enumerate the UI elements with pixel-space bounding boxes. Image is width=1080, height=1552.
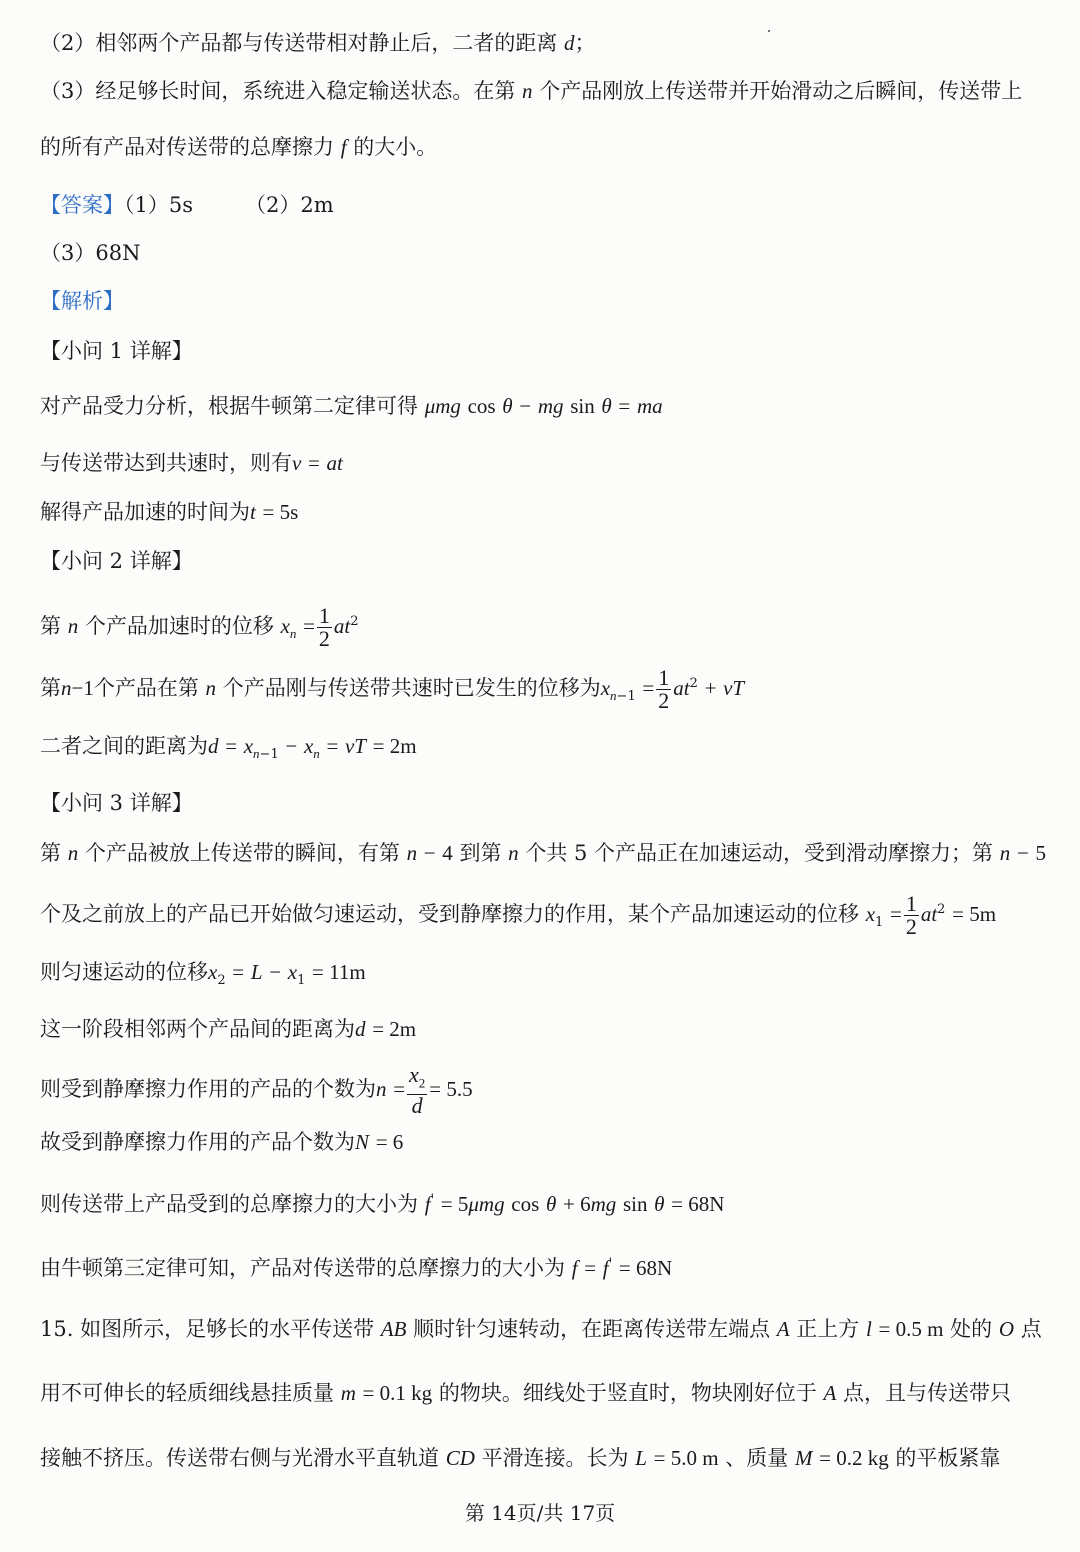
q2-text: （2）相邻两个产品都与传送带相对静止后，二者的距离 [40,31,558,55]
analysis-label-line [40,286,1050,316]
question-3-line-2: 的所有产品对传送带的总摩擦力 f 的大小。 [40,135,438,159]
s3-text-5: 则受到静摩擦力作用的产品的个数为 [40,1077,376,1102]
s1-text-3: 解得产品加速的时间为 [40,500,250,524]
question-2: （2）相邻两个产品都与传送带相对静止后，二者的距离 d； [40,31,596,55]
p15-text-3b: 平滑连接。长为 [481,1446,629,1470]
sub3-line-2: 个及之前放上的产品已开始做匀速运动，受到静摩擦力的作用，某个产品加速运动的位移 $x_1$ = $\frac{1}{2}$ $at^2 = 5m$ [40,891,997,939]
s1-text-2: 与传送带达到共速时，则有 [40,451,292,475]
s2-text-3: 二者之间的距离为 [40,734,208,758]
p15-text-2b: 的物块。细线处于竖直时，物块刚好位于 [438,1381,817,1405]
s3-text-7: 则传送带上产品受到的总摩擦力的大小为 [40,1192,418,1216]
sub3-line-7: 则传送带上产品受到的总摩擦力的大小为 f' = 5μmg cos θ + 6mg sin θ = 68N [40,1192,725,1216]
q3-text-b: 个产品刚放上传送带并开始滑动之后瞬间，传送带上 [539,79,1023,103]
sub2-title [40,546,1050,576]
answer-1: （1）5s [124,193,193,217]
q3-text-d: 的大小。 [353,135,438,159]
sub2-line-1: 第 n 个产品加速时的位移 $x_n$ = $\frac{1}{2}$ $at^2$ [40,603,359,651]
s2-text-2c: 个产品刚与传送带共速时已发生的位移为 [222,676,601,700]
question-3-line-1: （3）经足够长时间，系统进入稳定输送状态。在第 n 个产品刚放上传送带并开始滑动之后瞬间，传送带上 [40,79,1023,103]
sub3-line-4: 这一阶段相邻两个产品间的距离为d = 2m [40,1017,417,1041]
problem-15-line-2: 用不可伸长的轻质细线悬挂质量 m = 0.1 kg 的物块。细线处于竖直时，物块刚好位于 A 点，且与传送带只 [40,1381,1012,1405]
sub1-line-3: 解得产品加速的时间为t = 5s [40,500,299,524]
sub3-line-3: 则匀速运动的位移$x_2 = L - x_1 = 11m$ [40,960,366,989]
sub1-title [40,336,1050,366]
sub2-title-text: 【小问 2 详解】 [40,549,193,573]
q3-text-a: （3）经足够长时间，系统进入稳定输送状态。在第 [40,79,516,103]
q3-text-c: 的所有产品对传送带的总摩擦力 [40,135,334,159]
p15-text-3d: 的平板紧靠 [895,1446,1001,1470]
answer-line [40,190,1050,220]
sub2-line-3: 二者之间的距离为$d = x_{n-1} - x_n$ = vT = 2m [40,734,417,763]
problem-15-line-1: 15. 如图所示，足够长的水平传送带 AB 顺时针匀速转动，在距离传送带左端点 A 正上方 l = 0.5 m 处的 O 点 [40,1317,1042,1341]
answer-label: 【答案】 [40,193,124,217]
p15-text-3c: 、质量 [725,1446,789,1470]
s3-text-4: 这一阶段相邻两个产品间的距离为 [40,1017,355,1041]
sub3-line-8: 由牛顿第三定律可知，产品对传送带的总摩擦力的大小为 f = f' = 68N [40,1256,673,1280]
p15-text-2c: 点，且与传送带只 [843,1381,1012,1405]
sub3-title-text: 【小问 3 详解】 [40,791,193,815]
answer-3: （3）68N [40,241,141,265]
sub3-line-5: 则受到静摩擦力作用的产品的个数为n = $\frac{x_2}{d}$ = 5.5 [40,1062,473,1119]
p15-text-1a: 15. 如图所示，足够长的水平传送带 [40,1317,375,1341]
p15-text-1c: 正上方 [796,1317,860,1341]
p15-text-1d: 处的 [950,1317,993,1341]
s2-text-1a: 第 [40,614,61,638]
s1-text-1: 对产品受力分析，根据牛顿第二定律可得 [40,394,418,418]
sub3-title [40,788,1050,818]
page-footer: 第 14页/共 17页 [464,1501,616,1525]
sub1-title-text: 【小问 1 详解】 [40,339,193,363]
analysis-label: 【解析】 [40,289,124,313]
sub3-line-1: 第 n 个产品被放上传送带的瞬间，有第 n − 4 到第 n 个共 5 个产品正在加速运动，受到滑动摩擦力；第 n − 5 [40,841,1046,865]
p15-text-3a: 接触不挤压。传送带右侧与光滑水平直轨道 [40,1446,439,1470]
p15-text-2a: 用不可伸长的轻质细线悬挂质量 [40,1381,334,1405]
sub3-line-6: 故受到静摩擦力作用的产品个数为N = 6 [40,1130,404,1154]
s3-text-1c: 到第 [459,841,502,865]
p15-text-1b: 顺时针匀速转动，在距离传送带左端点 [413,1317,771,1341]
s3-text-1b: 个产品被放上传送带的瞬间，有第 [84,841,400,865]
s2-text-1b: 个产品加速时的位移 [84,614,274,638]
s3-text-8: 由牛顿第三定律可知，产品对传送带的总摩擦力的大小为 [40,1256,565,1280]
sub1-line-2: 与传送带达到共速时，则有v = at [40,451,343,475]
s2-text-2b: 个产品在第 [93,676,199,700]
answer-2: （2）2m [245,193,334,217]
answer-3-line [40,238,1050,268]
p15-text-1e: 点 [1020,1317,1042,1341]
sub1-line-1: 对产品受力分析，根据牛顿第二定律可得 μmg cos θ − mg sin θ = ma [40,394,663,418]
s3-text-3: 则匀速运动的位移 [40,960,208,984]
s3-text-1d: 个共 5 个产品正在加速运动，受到滑动摩擦力；第 [525,841,994,865]
s3-text-6: 故受到静摩擦力作用的产品个数为 [40,1130,355,1154]
problem-15-line-3: 接触不挤压。传送带右侧与光滑水平直轨道 CD 平滑连接。长为 L = 5.0 m 、质量 M = 0.2 kg 的平板紧靠 [40,1446,1001,1470]
s3-text-1a: 第 [40,841,61,865]
s3-text-2: 个及之前放上的产品已开始做匀速运动，受到静摩擦力的作用，某个产品加速运动的位移 [40,902,859,926]
s2-text-2a: 第 [40,676,61,700]
sub2-line-2: 第n−1个产品在第 n 个产品刚与传送带共速时已发生的位移为$x_{n-1}$ = $\frac{1}{2}$ $at^2$ + vT [40,665,745,713]
